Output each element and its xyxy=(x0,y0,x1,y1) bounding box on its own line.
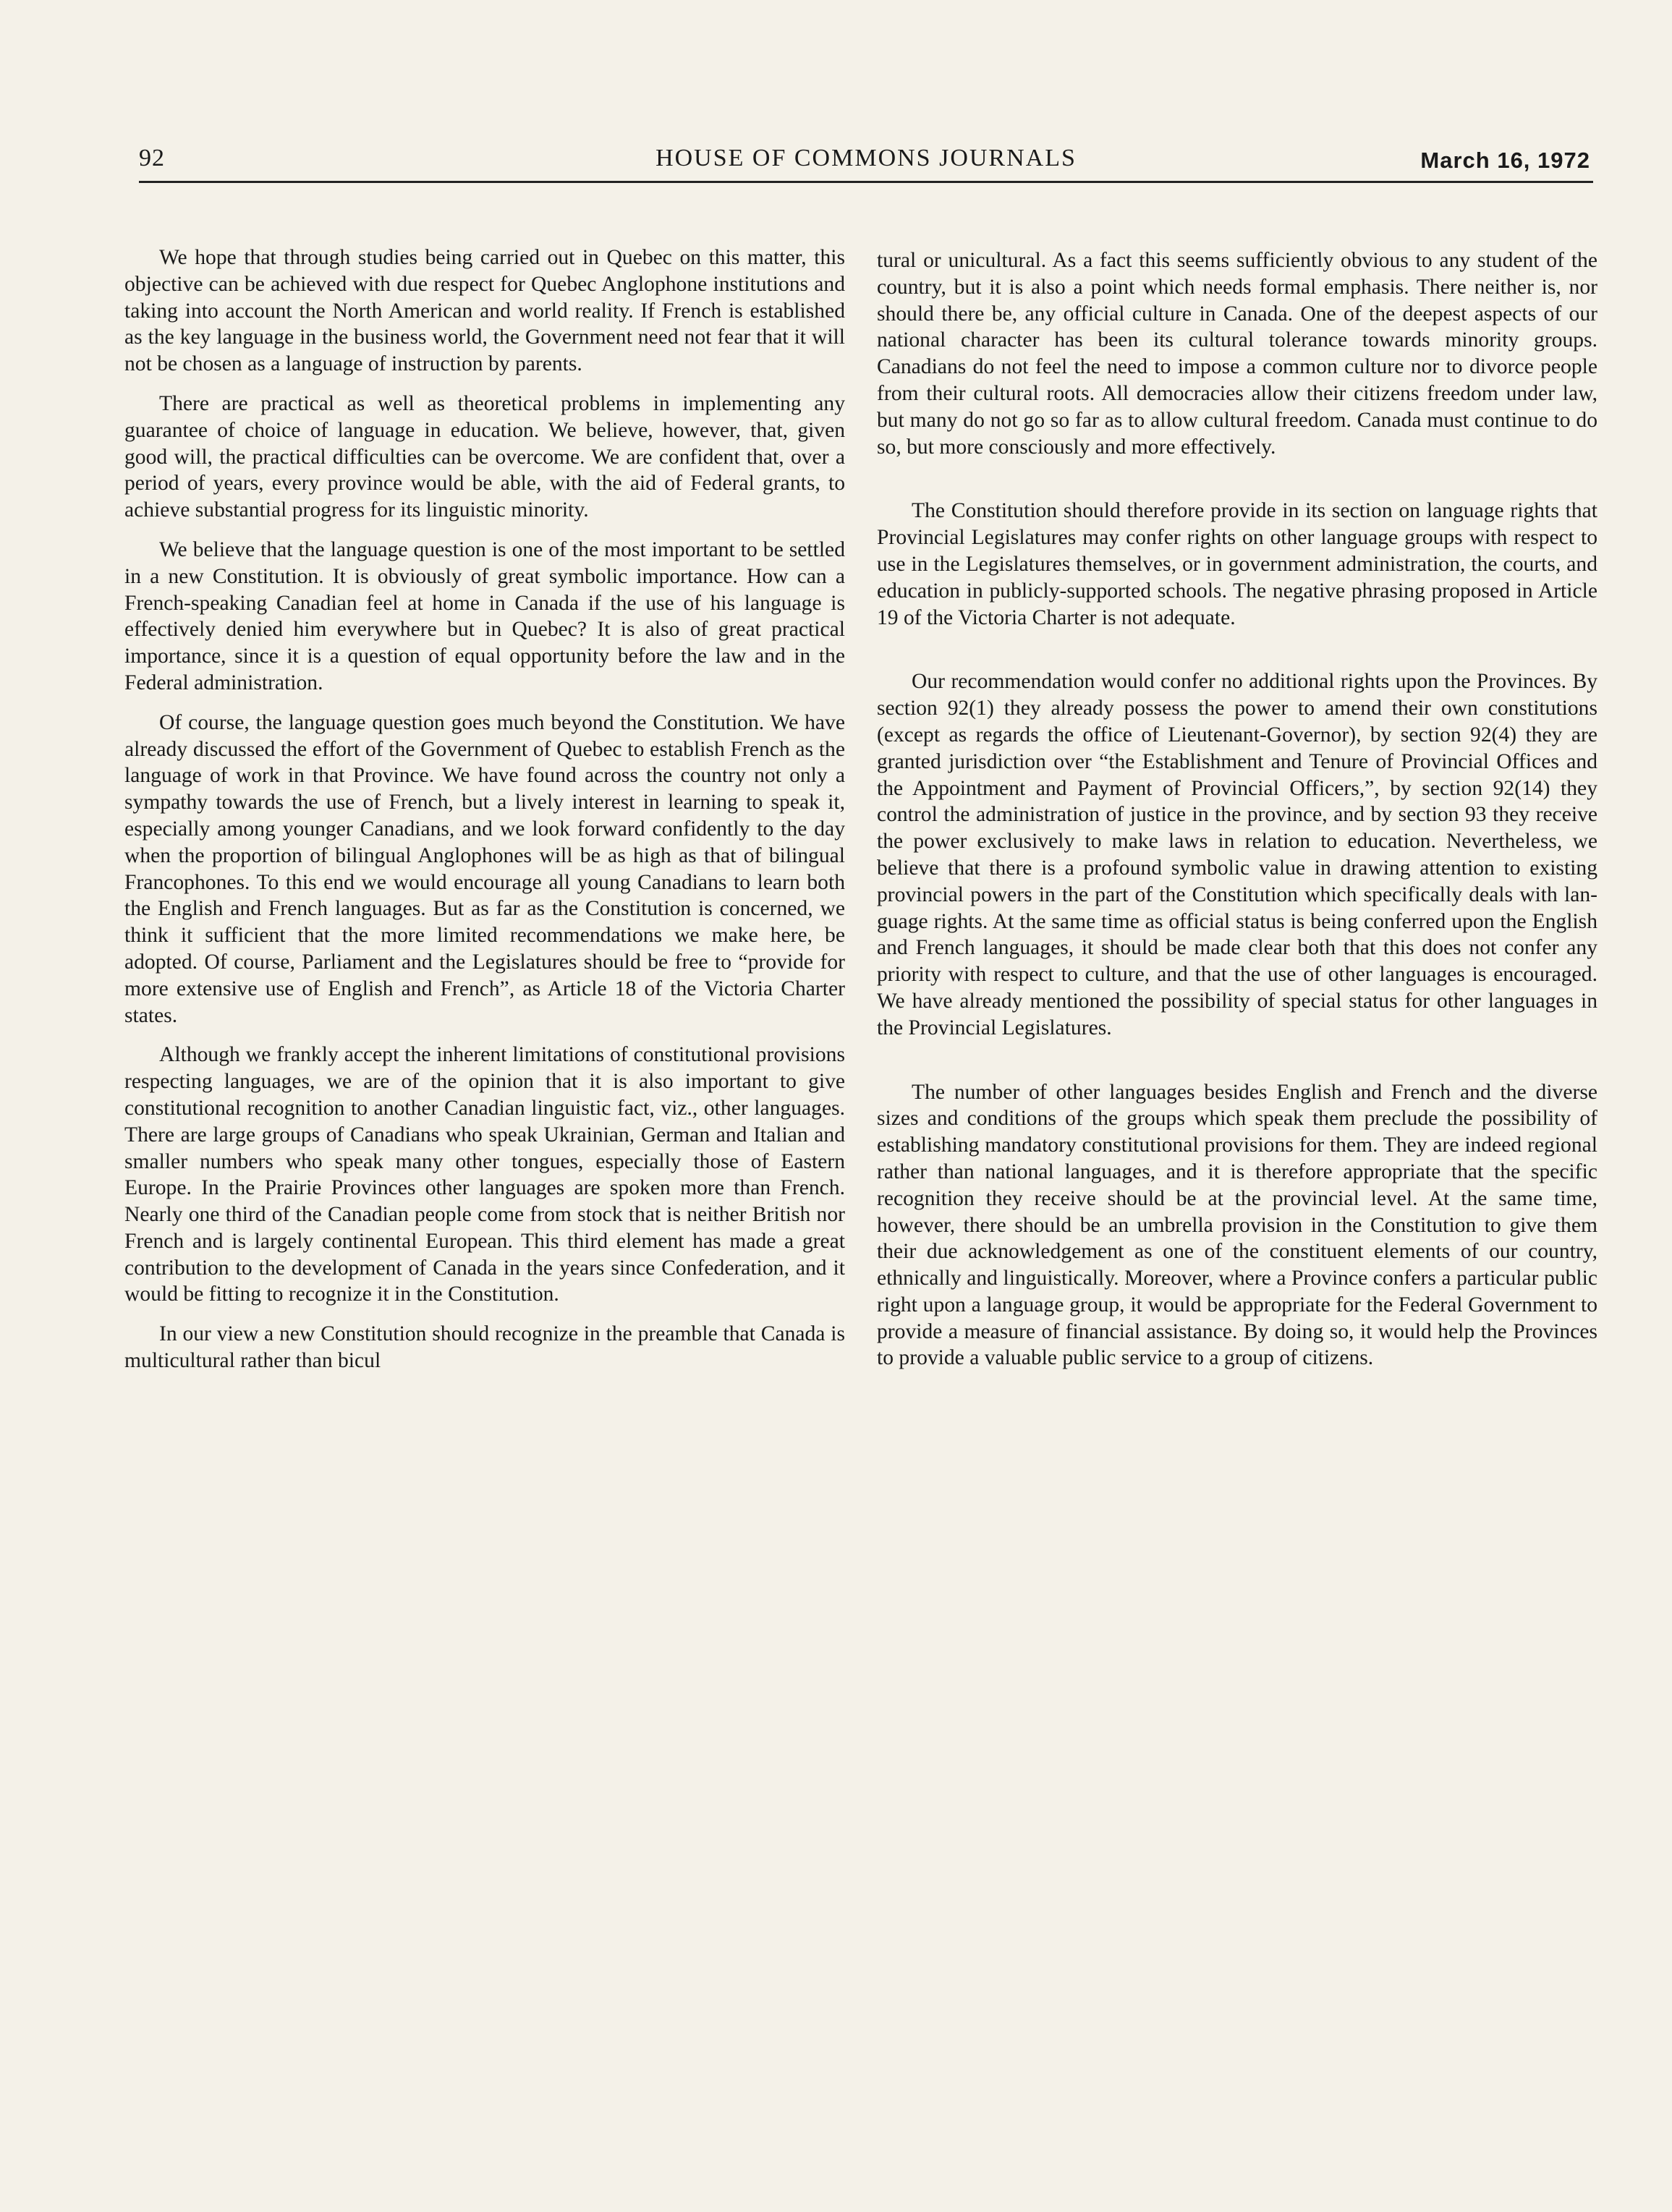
left-column xyxy=(124,244,845,1387)
page-number: 92 xyxy=(139,145,165,171)
paragraph: Although we frankly accept the inherent limitations of constitutional provisions respecting languages, we are of the opinion that it is also important to give constitutional recognition to another Canadian linguistic fact, viz., other languages. There are large groups of Canadians who speak Ukrainian, German and Italian and smaller numbers who speak many other tongues, especially those of Eastern Europe. In the Prairie Provinces other languages are spoken more than French. Nearly one third of the Canadian people come from stock that is neither British nor French and is largely continental European. This third element has made a great contribution to the development of Canada in the years since Confederation, and it would be fitting to recognize it in the Constitution. xyxy=(124,1043,845,1306)
right-column xyxy=(877,247,1597,1409)
paragraph-continuation: tural or unicultural. As a fact this seems sufficiently obvious to any student of the country, but it is also a point which needs formal emphasis. There neither is, nor should there be, any official culture in Canada. One of the deepest aspects of our national character has been its cultural tolerance towards minority groups. Canadians do not feel the need to impose a common culture nor to divorce people from their cultural roots. All democracies allow their citizens freedom under law, but many do not go so far as to allow cultural freedom. Canada must continue to do so, but more consciously and more effectively. xyxy=(877,249,1597,459)
paragraph: We hope that through studies being carried out in Quebec on this matter, this objective can be achieved with due respect for Quebec Anglophone institutions and taking into account the North American and world reality. If French is established as the key language in the business world, the Government need not fear that it will not be chosen as a language of instruction by parents. xyxy=(124,246,845,376)
paragraph: The Constitution should therefore provide in its section on language rights that Provincial Legislatures may confer rights on other language groups with respect to use in the Legislatures themselves, or in government administration, the courts, and education in publicly-supported schools. The negative phrasing proposed in Article 19 of the Victoria Charter is not adequate. xyxy=(877,499,1597,629)
paragraph: Of course, the language question goes much beyond the Constitution. We have already discussed the effort of the Government of Quebec to establish French as the language of work in that Province. We have found across the country not only a sympathy towards the use of French, but a lively interest in learning to speak it, especially among younger Canadians, and we look forward confidently to the day when the proportion of bilingual Anglophones will be as high as that of bilingual Francophones. To this end we would encourage all young Canadians to learn both the English and French languages. But as far as the Constitution is concerned, we think it sufficient that the more limited recommendations we make here, be adopted. Of course, Parliament and the Legislatures should be free to “provide for more extensive use of English and French”, as Article 18 of the Victoria Charter states. xyxy=(124,710,845,1027)
header-date: March 16, 1972 xyxy=(1420,148,1590,173)
paragraph: There are practical as well as theoretical problems in implementing any guarantee of choice of language in education. We believe, however, that, given good will, the practical difficulties can be overcome. We are confident that, over a period of years, every province would be able, with the aid of Federal grants, to achieve substantial progress for its linguistic minority. xyxy=(124,391,845,522)
paragraph: We believe that the language question is one of the most important to be settled in a new Constitution. It is obviously of great symbolic importance. How can a French-speaking Canadian feel at home in Canada if the use of his language is effectively denied him everywhere but in Quebec? It is also of great practical importance, since it is a question of equal opportunity before the law and in the Federal administration. xyxy=(124,537,845,694)
paragraph: The number of other languages besides English and French and the diverse sizes and conditions of the groups which speak them preclude the possibility of establishing mandatory constitutional provisions for them. They are indeed regional rather than national languages, and it is therefore appropriate that the specific recognition they receive should be at the provincial level. At the same time, however, there should be an umbrella provision in the Constitution to give them their due acknowledgement as one of the constituent elements of our country, ethnically and linguistically. Moreover, where a Province confers a particular public right upon a language group, it would be appropriate for the Federal Government to provide a measure of financial assistance. By doing so, it would help the Provinces to provide a valuable public service to a group of citizens. xyxy=(877,1080,1597,1370)
paragraph: In our view a new Constitution should recognize in the preamble that Canada is multicultural rather than bicul xyxy=(124,1322,845,1373)
paragraph: Our recommendation would confer no additional rights upon the Provinces. By section 92(1) they already possess the power to amend their own constitutions (except as regards the office of Lieutenant-Governor), by section 92(4) they are granted jurisdiction over “the Establishment and Tenure of Provincial Offices and the Appointment and Payment of Provincial Officers,”, by section 92(14) they control the administration of justice in the province, and by section 93 they receive the power exclusively to make laws in relation to education. Nevertheless, we believe that there is a profound symbolic value in drawing attention to existing provincial powers in the part of the Constitution which specifically deals with language rights. At the same time as official status is being conferred upon the English and French languages, it should be made clear both that this does not confer any priority with respect to culture, and that the use of other languages is encouraged. We have already mentioned the possibility of special status for other languages in the Provincial Legislatures. xyxy=(877,670,1597,1039)
running-header xyxy=(139,145,1593,183)
journal-title: HOUSE OF COMMONS JOURNALS xyxy=(655,145,1077,171)
